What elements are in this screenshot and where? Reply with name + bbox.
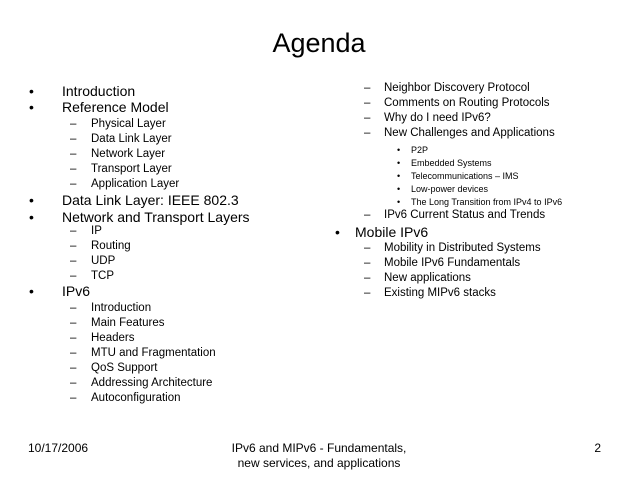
dash-bullet-icon: – bbox=[364, 257, 371, 269]
left-agenda-item-text: Addressing Architecture bbox=[91, 377, 213, 389]
right-agenda-item-text: Why do I need IPv6? bbox=[384, 112, 491, 124]
right-agenda-item-text: Telecommunications – IMS bbox=[411, 171, 519, 181]
bullet-icon: • bbox=[29, 99, 34, 115]
bullet-icon: • bbox=[397, 184, 401, 194]
dash-bullet-icon: – bbox=[364, 127, 371, 139]
bullet-icon: • bbox=[29, 83, 34, 99]
bullet-icon: • bbox=[397, 171, 401, 181]
right-agenda-item-text: IPv6 Current Status and Trends bbox=[384, 209, 546, 221]
bullet-icon: • bbox=[397, 158, 401, 168]
page-number: 2 bbox=[594, 441, 601, 455]
dash-bullet-icon: – bbox=[70, 225, 77, 237]
left-agenda-item-text: MTU and Fragmentation bbox=[91, 347, 216, 359]
right-agenda-item-text: Neighbor Discovery Protocol bbox=[384, 82, 530, 94]
dash-bullet-icon: – bbox=[70, 240, 77, 252]
left-agenda-item-text: TCP bbox=[91, 270, 114, 282]
bullet-icon: • bbox=[29, 209, 34, 225]
dash-bullet-icon: – bbox=[364, 82, 371, 94]
right-agenda-item-text: Mobility in Distributed Systems bbox=[384, 242, 541, 254]
dash-bullet-icon: – bbox=[70, 148, 77, 160]
bullet-icon: • bbox=[397, 145, 401, 155]
left-agenda-item-text: Autoconfiguration bbox=[91, 392, 181, 404]
dash-bullet-icon: – bbox=[70, 332, 77, 344]
footer-title-line-2: new services, and applications bbox=[237, 456, 401, 470]
bullet-icon: • bbox=[397, 197, 401, 207]
left-agenda-item-text: IPv6 bbox=[62, 283, 91, 299]
right-agenda-item-text: The Long Transition from IPv4 to IPv6 bbox=[411, 197, 563, 207]
left-agenda-item-text: Network Layer bbox=[91, 148, 166, 160]
bullet-icon: • bbox=[29, 192, 34, 208]
left-agenda-item-text: Introduction bbox=[62, 83, 136, 99]
left-agenda-item-text: Physical Layer bbox=[91, 118, 166, 130]
slide-title: Agenda bbox=[272, 28, 366, 58]
left-agenda-item-text: Routing bbox=[91, 240, 131, 252]
bullet-icon: • bbox=[335, 224, 340, 240]
footer-title-line-1: IPv6 and MIPv6 - Fundamentals, bbox=[231, 441, 407, 455]
right-agenda-item-text: Low-power devices bbox=[411, 184, 489, 194]
dash-bullet-icon: – bbox=[364, 97, 371, 109]
left-agenda-item-text: Data Link Layer bbox=[91, 133, 172, 145]
left-agenda-item-text: UDP bbox=[91, 255, 116, 267]
left-agenda-item-text: Introduction bbox=[91, 302, 152, 314]
dash-bullet-icon: – bbox=[70, 270, 77, 282]
dash-bullet-icon: – bbox=[70, 118, 77, 130]
dash-bullet-icon: – bbox=[364, 242, 371, 254]
left-agenda-item-text: Data Link Layer: IEEE 802.3 bbox=[62, 192, 239, 208]
bullet-icon: • bbox=[29, 283, 34, 299]
dash-bullet-icon: – bbox=[70, 255, 77, 267]
dash-bullet-icon: – bbox=[70, 317, 77, 329]
footer-title bbox=[219, 441, 419, 471]
right-agenda-item-text: New Challenges and Applications bbox=[384, 127, 555, 139]
left-agenda-item-text: Network and Transport Layers bbox=[62, 209, 250, 225]
dash-bullet-icon: – bbox=[70, 163, 77, 175]
right-agenda-item-text: New applications bbox=[384, 272, 471, 284]
right-agenda-item-text: Mobile IPv6 bbox=[355, 224, 429, 240]
left-agenda-item-text: Transport Layer bbox=[91, 163, 172, 175]
left-agenda-item-text: QoS Support bbox=[91, 362, 158, 374]
right-agenda-item-text: Embedded Systems bbox=[411, 158, 492, 168]
dash-bullet-icon: – bbox=[364, 112, 371, 124]
dash-bullet-icon: – bbox=[364, 272, 371, 284]
footer-date: 10/17/2006 bbox=[28, 441, 89, 455]
right-agenda-item-text: Existing MIPv6 stacks bbox=[384, 287, 496, 299]
dash-bullet-icon: – bbox=[364, 287, 371, 299]
dash-bullet-icon: – bbox=[70, 302, 77, 314]
dash-bullet-icon: – bbox=[364, 209, 371, 221]
left-agenda-item-text: IP bbox=[91, 225, 102, 237]
left-agenda-item-text: Application Layer bbox=[91, 178, 180, 190]
right-agenda-item-text: P2P bbox=[411, 145, 429, 155]
dash-bullet-icon: – bbox=[70, 362, 77, 374]
right-agenda-item-text: Mobile IPv6 Fundamentals bbox=[384, 257, 521, 269]
dash-bullet-icon: – bbox=[70, 178, 77, 190]
right-agenda-item-text: Comments on Routing Protocols bbox=[384, 97, 550, 109]
left-agenda-item-text: Reference Model bbox=[62, 99, 169, 115]
dash-bullet-icon: – bbox=[70, 377, 77, 389]
left-agenda-item-text: Main Features bbox=[91, 317, 165, 329]
left-agenda-item-text: Headers bbox=[91, 332, 135, 344]
dash-bullet-icon: – bbox=[70, 133, 77, 145]
dash-bullet-icon: – bbox=[70, 347, 77, 359]
dash-bullet-icon: – bbox=[70, 392, 77, 404]
